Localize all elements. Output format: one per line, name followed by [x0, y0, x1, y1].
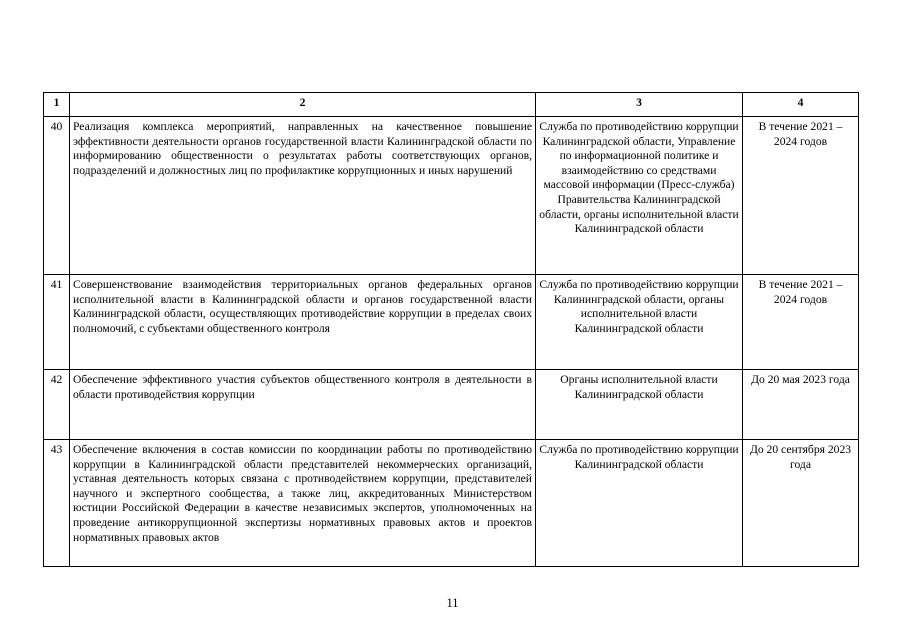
- measure-description: Обеспечение включения в состав комиссии по координации работы по противодействию коррупции в Калининградской области представителей некоммерческих организаций, уставная деятельность которых связана с противодействием коррупции, представителей научного и экспертного сообщества, а также лиц, аккредитованных Министерством юстиции Российской Федерации в качестве независимых экспертов, уполномоченных на проведение антикоррупционной экспертизы нормативных правовых актов и проектов нормативных правовых актов: [70, 440, 536, 567]
- table-header: [44, 93, 859, 117]
- row-number: 43: [44, 440, 70, 567]
- executor: Служба по противодействию коррупции Калининградской области, Управление по информационной политике и взаимодействию со средствами массовой информации (Пресс-служба) Правительства Калининградской области, органы исполнительной власти Калининградской области: [536, 117, 743, 275]
- measure-description: Совершенствование взаимодействия территориальных органов федеральных органов исполнительной власти в Калининградской области и органов государственной власти Калининградской области, осуществляющих противодействие коррупции в пределах своих полномочий, с субъектами общественного контроля: [70, 275, 536, 370]
- row-number: 42: [44, 370, 70, 440]
- table-row: [44, 440, 859, 567]
- executor: Служба по противодействию коррупции Калининградской области: [536, 440, 743, 567]
- row-number: 40: [44, 117, 70, 275]
- table-header-row: [44, 93, 859, 117]
- row-number: 41: [44, 275, 70, 370]
- header-col-executor: 3: [536, 93, 743, 117]
- deadline: В течение 2021 – 2024 годов: [743, 117, 859, 275]
- table-row: [44, 117, 859, 275]
- measure-description: Реализация комплекса мероприятий, направленных на качественное повышение эффективности деятельности органов государственной власти Калининградской области по информированию общественности о результатах работы соответствующих органов, подразделений и должностных лиц по профилактике коррупционных и иных нарушений: [70, 117, 536, 275]
- executor: Органы исполнительной власти Калининградской области: [536, 370, 743, 440]
- page-number: 11: [446, 596, 459, 610]
- deadline: В течение 2021 – 2024 годов: [743, 275, 859, 370]
- header-col-term: 4: [743, 93, 859, 117]
- deadline: До 20 сентября 2023 года: [743, 440, 859, 567]
- measures-table: [43, 92, 859, 567]
- table-row: [44, 275, 859, 370]
- measure-description: Обеспечение эффективного участия субъектов общественного контроля в деятельности в области противодействия коррупции: [70, 370, 536, 440]
- header-col-number: 1: [44, 93, 70, 117]
- header-col-measure: 2: [70, 93, 536, 117]
- table-row: [44, 370, 859, 440]
- deadline: До 20 мая 2023 года: [743, 370, 859, 440]
- executor: Служба по противодействию коррупции Калининградской области, органы исполнительной власти Калининградской области: [536, 275, 743, 370]
- table-body: [44, 117, 859, 567]
